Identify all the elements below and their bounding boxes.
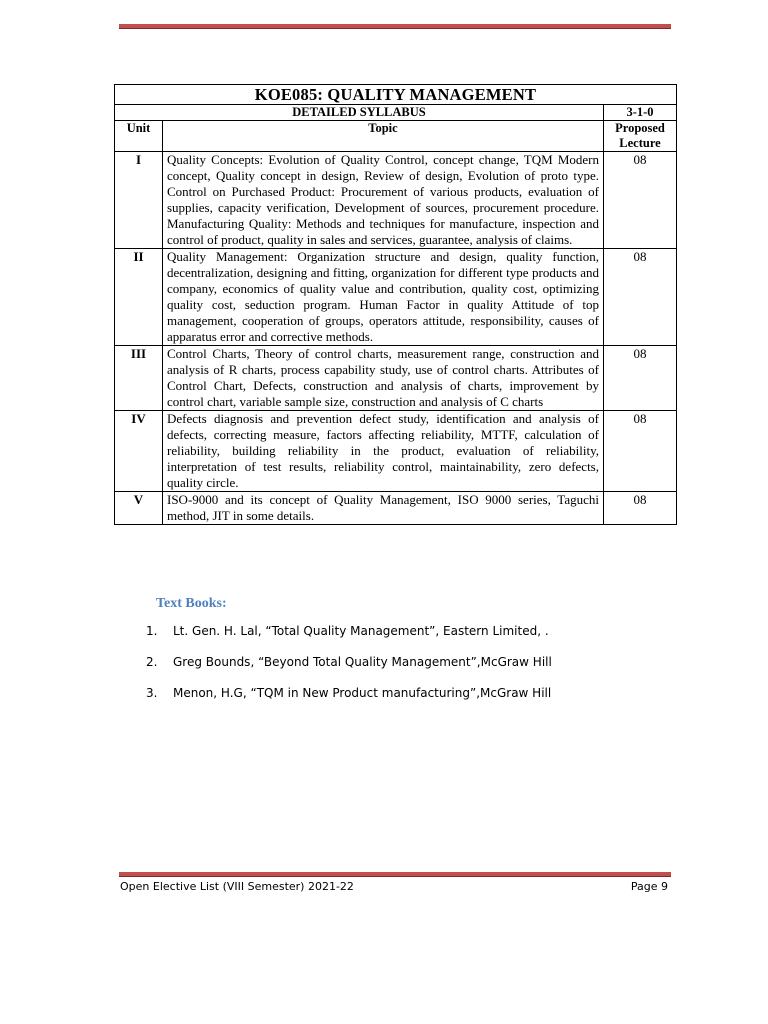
unit-lectures: 08 [604, 411, 677, 492]
unit-number: II [115, 249, 163, 346]
footer-title: Open Elective List (VIII Semester) 2021-22 [120, 880, 354, 893]
footer-rule [119, 872, 671, 877]
unit-number: III [115, 346, 163, 411]
topic-column-header: Topic [163, 121, 604, 152]
text-books-list [146, 624, 552, 717]
unit-lectures: 08 [604, 346, 677, 411]
syllabus-table [114, 84, 677, 525]
table-row [115, 152, 677, 249]
table-row [115, 249, 677, 346]
list-item-text: Greg Bounds, “Beyond Total Quality Management”,McGraw Hill [173, 655, 552, 669]
unit-lectures: 08 [604, 249, 677, 346]
list-item-number: 1. [146, 624, 158, 638]
list-item-number: 3. [146, 686, 158, 700]
unit-lectures: 08 [604, 492, 677, 525]
list-item [146, 624, 552, 655]
table-row [115, 346, 677, 411]
course-title: KOE085: QUALITY MANAGEMENT [115, 85, 677, 105]
list-item-number: 2. [146, 655, 158, 669]
list-item [146, 686, 552, 717]
list-item [146, 655, 552, 686]
unit-topic: Defects diagnosis and prevention defect study, identification and analysis of defects, correcting measure, factors affecting reliability, MTTF, calculation of reliability, building reliability in the product, evaluation of reliability, interpretation of test results, reliability control, maintainability, zero defects, quality circle. [163, 411, 604, 492]
unit-number: IV [115, 411, 163, 492]
list-item-text: Lt. Gen. H. Lal, “Total Quality Management”, Eastern Limited, . [173, 624, 549, 638]
unit-lectures: 08 [604, 152, 677, 249]
unit-column-header: Unit [115, 121, 163, 152]
list-item-text: Menon, H.G, “TQM in New Product manufacturing”,McGraw Hill [173, 686, 552, 700]
table-row [115, 492, 677, 525]
header-rule [119, 24, 671, 29]
unit-topic: Quality Management: Organization structure and design, quality function, decentralization, designing and fitting, organization for different type products and company, economics of quality value and contribution, quality cost, optimizing quality cost, seduction program. Human Factor in quality Attitude of top management, cooperation of groups, operators attitude, responsibility, causes of apparatus error and corrective methods. [163, 249, 604, 346]
unit-number: I [115, 152, 163, 249]
unit-topic: Quality Concepts: Evolution of Quality Control, concept change, TQM Modern concept, Quality concept in design, Review of design, Evolution of proto type. Control on Purchased Product: Procurement of various products, evaluation of supplies, capacity verification, Development of sources, procurement procedure. Manufacturing Quality: Methods and techniques for manufacture, inspection and control of product, quality in sales and services, guarantee, analysis of claims. [163, 152, 604, 249]
table-row [115, 411, 677, 492]
detailed-syllabus-label: DETAILED SYLLABUS [115, 105, 604, 121]
page-number: Page 9 [630, 880, 668, 893]
credits-label: 3-1-0 [604, 105, 677, 121]
lecture-column-header: Proposed Lecture [604, 121, 677, 152]
unit-topic: Control Charts, Theory of control charts, measurement range, construction and analysis of R charts, process capability study, use of control charts. Attributes of Control Chart, Defects, construction and analysis of charts, improvement by control chart, variable sample size, construction and analysis of C charts [163, 346, 604, 411]
text-books-heading: Text Books: [156, 596, 227, 611]
unit-number: V [115, 492, 163, 525]
unit-topic: ISO-9000 and its concept of Quality Management, ISO 9000 series, Taguchi method, JIT in some details. [163, 492, 604, 525]
